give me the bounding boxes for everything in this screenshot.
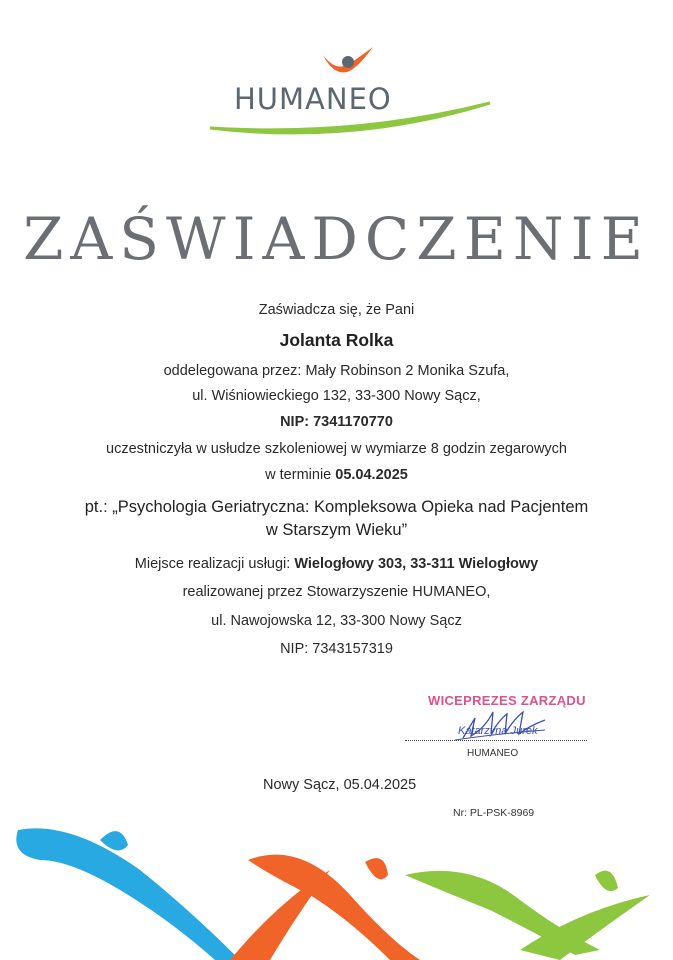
venue-value: Wielogłowy 303, 33-311 Wielogłowy bbox=[294, 556, 539, 572]
signature-line bbox=[405, 740, 587, 741]
participation-text: uczestniczyła w usłudze szkoleniowej w wymiarze 8 godzin zegarowych bbox=[106, 441, 567, 457]
blue-swoosh bbox=[16, 828, 240, 960]
footer-decoration bbox=[0, 800, 673, 960]
green-drop bbox=[595, 871, 618, 891]
recipient-nip: NIP: 7341170770 bbox=[280, 414, 393, 430]
intro-text: Zaświadcza się, że Pani bbox=[258, 302, 415, 318]
venue-line bbox=[0, 556, 673, 572]
certificate-title: ZAŚWIADCZENIE bbox=[23, 205, 650, 273]
signature-organization: HUMANEO bbox=[467, 748, 519, 759]
term-line bbox=[0, 467, 673, 483]
orange-drop bbox=[365, 858, 388, 879]
course-title-line1: pt.: „Psychologia Geriatryczna: Kompleksowa Opieka nad Pacjentem bbox=[84, 498, 589, 516]
place-date: Nowy Sącz, 05.04.2025 bbox=[263, 777, 417, 793]
course-title-line2: w Starszym Wieku” bbox=[265, 521, 408, 539]
course-title bbox=[0, 496, 673, 542]
signature-person: Katarzyna Jurek bbox=[458, 725, 538, 737]
organizer-nip: NIP: 7343157319 bbox=[280, 641, 393, 657]
recipient-name: Jolanta Rolka bbox=[279, 330, 394, 350]
organizer-text: realizowanej przez Stowarzyszenie HUMANEO, bbox=[182, 584, 491, 600]
term-date: 05.04.2025 bbox=[335, 467, 408, 483]
delegated-by-text: oddelegowana przez: Mały Robinson 2 Monika Szufa, bbox=[163, 363, 510, 379]
orange-swoosh-2 bbox=[230, 870, 330, 960]
blue-drop bbox=[100, 831, 128, 850]
term-label: w terminie bbox=[265, 467, 336, 483]
certificate-number: Nr: PL-PSK-8969 bbox=[453, 807, 535, 819]
recipient-address: ul. Wiśniowieckiego 132, 33-300 Nowy Sącz, bbox=[192, 388, 481, 404]
venue-label: Miejsce realizacji usługi: bbox=[134, 556, 295, 572]
signature-stamp-title: WICEPREZES ZARZĄDU bbox=[428, 693, 586, 708]
logo-figure-head bbox=[342, 56, 354, 68]
organizer-address: ul. Nawojowska 12, 33-300 Nowy Sącz bbox=[211, 613, 462, 629]
logo-wordmark: HUMANEO bbox=[234, 82, 392, 116]
